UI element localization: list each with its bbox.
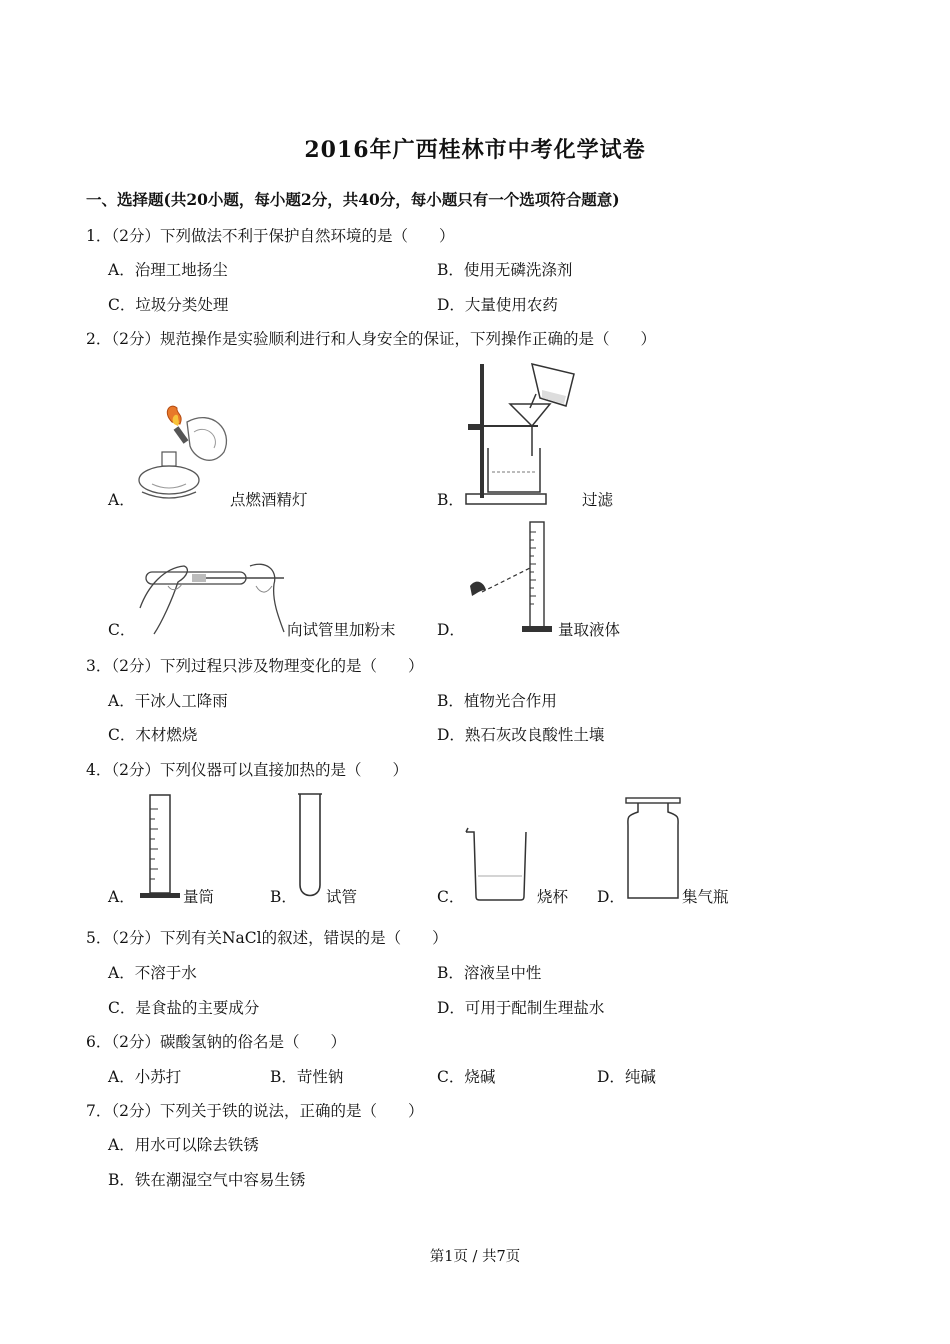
q3-option-c: C．木材燃烧 xyxy=(108,726,198,744)
q4-caption-c: 烧杯 xyxy=(537,888,569,906)
q6-option-a: A．小苏打 xyxy=(108,1068,182,1086)
filtration-apparatus-figure xyxy=(462,360,587,508)
question-1-stem: 1．（2分）下列做法不利于保护自然环境的是（ ） xyxy=(86,227,455,245)
q5-option-b: B．溶液呈中性 xyxy=(437,964,542,982)
q2-caption-d: 量取液体 xyxy=(558,621,621,639)
add-powder-to-test-tube-figure xyxy=(138,556,286,636)
q2-caption-c: 向试管里加粉末 xyxy=(287,621,396,639)
q3-option-d: D．熟石灰改良酸性土壤 xyxy=(437,726,605,744)
q4-caption-b: 试管 xyxy=(326,888,358,906)
question-3-stem: 3．（2分）下列过程只涉及物理变化的是（ ） xyxy=(86,657,424,675)
gas-collecting-bottle-figure xyxy=(622,796,684,902)
alcohol-lamp-lighting-figure xyxy=(132,400,232,502)
q4-option-d: D． xyxy=(597,888,625,906)
question-7-stem: 7．（2分）下列关于铁的说法，正确的是（ ） xyxy=(86,1102,424,1120)
page-footer: 第1页 / 共7页 xyxy=(429,1249,521,1265)
beaker-figure xyxy=(464,826,536,902)
q1-option-d: D．大量使用农药 xyxy=(437,296,558,314)
q4-caption-d: 集气瓶 xyxy=(682,888,729,906)
q2-option-c: C． xyxy=(108,621,136,639)
q5-option-c: C．是食盐的主要成分 xyxy=(108,999,260,1017)
q6-option-c: C．烧碱 xyxy=(437,1068,496,1086)
question-5-stem: 5．（2分）下列有关NaCl的叙述，错误的是（ ） xyxy=(86,929,448,947)
exam-title: 2016年广西桂林市中考化学试卷 xyxy=(304,137,646,163)
q5-option-a: A．不溶于水 xyxy=(108,964,197,982)
q2-caption-b: 过滤 xyxy=(582,491,614,509)
q2-option-a: A． xyxy=(108,491,135,509)
q4-option-c: C． xyxy=(437,888,465,906)
q2-caption-a: 点燃酒精灯 xyxy=(230,491,308,509)
question-4-stem: 4．（2分）下列仪器可以直接加热的是（ ） xyxy=(86,761,408,779)
q6-option-d: D．纯碱 xyxy=(597,1068,656,1086)
q4-option-b: B． xyxy=(270,888,297,906)
q1-option-a: A．治理工地扬尘 xyxy=(108,261,228,279)
test-tube-figure xyxy=(295,791,325,901)
q6-option-b: B．苛性钠 xyxy=(270,1068,344,1086)
measure-liquid-cylinder-figure xyxy=(466,518,558,636)
section-heading: 一、选择题(共20小题，每小题2分，共40分，每小题只有一个选项符合题意) xyxy=(86,190,620,209)
q2-option-b: B． xyxy=(437,491,464,509)
q3-option-a: A．干冰人工降雨 xyxy=(108,692,228,710)
q4-caption-a: 量筒 xyxy=(183,888,215,906)
question-6-stem: 6．（2分）碳酸氢钠的俗名是（ ） xyxy=(86,1033,346,1051)
measuring-cylinder-figure xyxy=(138,793,182,901)
q2-option-d: D． xyxy=(437,621,465,639)
q3-option-b: B．植物光合作用 xyxy=(437,692,557,710)
q7-option-b: B．铁在潮湿空气中容易生锈 xyxy=(108,1171,306,1189)
q5-option-d: D．可用于配制生理盐水 xyxy=(437,999,605,1017)
q7-option-a: A．用水可以除去铁锈 xyxy=(108,1136,259,1154)
q1-option-b: B．使用无磷洗涤剂 xyxy=(437,261,573,279)
q1-option-c: C．垃圾分类处理 xyxy=(108,296,229,314)
q4-option-a: A． xyxy=(108,888,135,906)
question-2-stem: 2．（2分）规范操作是实验顺利进行和人身安全的保证，下列操作正确的是（ ） xyxy=(86,330,656,348)
